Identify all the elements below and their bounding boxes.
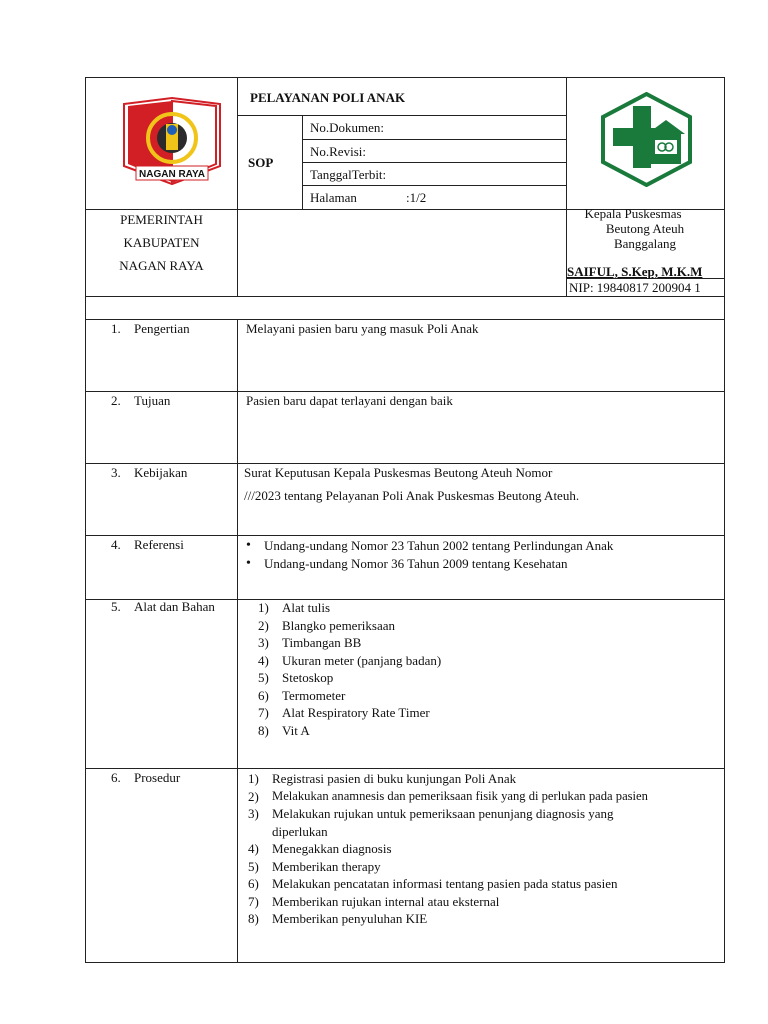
section-number: 6. (111, 770, 121, 785)
list-item: 4) Menegakkan diagnosis (248, 841, 392, 856)
head-title-line-3: Banggalang (613, 236, 677, 251)
list-item: 7) Memberikan rujukan internal atau eksternal (248, 893, 500, 909)
list-item: 2) Blangko pemeriksaan (258, 617, 395, 633)
referensi-list (246, 537, 613, 573)
list-item: diperlukan (272, 823, 328, 839)
puskesmas-logo (599, 92, 694, 187)
section-label: Referensi (134, 537, 184, 552)
section-label: Pengertian (134, 321, 190, 336)
tujuan-text: Pasien baru dapat terlayani dengan baik (246, 393, 453, 408)
gov-line-2: KABUPATEN (123, 235, 200, 250)
logo-text: NAGAN RAYA (139, 169, 205, 180)
list-item: 8) Memberikan penyuluhan KIE (248, 911, 428, 926)
sop-document (85, 77, 725, 963)
list-item: 5) Memberikan therapy (248, 858, 381, 874)
section-label: Kebijakan (134, 465, 188, 480)
field-halaman: Halaman (310, 190, 357, 205)
head-name: SAIFUL, S.Kep, M.K.M (567, 264, 703, 279)
list-item: 1) Registrasi pasien di buku kunjungan Poli Anak (248, 771, 517, 786)
gov-line-3: NAGAN RAYA (119, 258, 204, 273)
section-number: 2. (111, 393, 121, 408)
list-item: • Undang-undang Nomor 23 Tahun 2002 tentang Perlindungan Anak (246, 537, 613, 555)
list-item: 6) Melakukan pencatatan informasi tentang pasien pada status pasien (248, 876, 618, 891)
prosedur-list (248, 770, 724, 928)
section-label: Alat dan Bahan (134, 599, 215, 614)
list-item: 3) Melakukan rujukan untuk pemeriksaan penunjang diagnosis yang (248, 806, 614, 821)
section-number: 3. (111, 465, 121, 480)
section-number: 5. (111, 599, 121, 614)
field-tanggal-terbit: TanggalTerbit: (310, 167, 387, 182)
section-label: Prosedur (134, 770, 181, 785)
field-halaman-value: :1/2 (406, 190, 427, 205)
list-item: 4) Ukuran meter (panjang badan) (258, 652, 442, 668)
list-item: 6) Termometer (258, 687, 346, 703)
head-title-line-2: Beutong Ateuh (605, 221, 685, 236)
alat-list (258, 599, 708, 739)
kebijakan-line-1: Surat Keputusan Kepala Puskesmas Beutong Ateuh Nomor (244, 465, 553, 480)
list-item: 1) Alat tulis (258, 600, 331, 615)
section-label: Tujuan (134, 393, 171, 408)
kebijakan-line-2: ///2023 tentang Pelayanan Poli Anak Puskesmas Beutong Ateuh. (244, 488, 580, 503)
head-title-line-1: Kepala Puskesmas (584, 206, 682, 221)
document-title: PELAYANAN POLI ANAK (250, 90, 406, 105)
list-item: 3) Timbangan BB (258, 635, 362, 650)
head-nip: NIP: 19840817 200904 1 (569, 280, 701, 295)
sop-label: SOP (248, 155, 274, 170)
section-number: 1. (111, 321, 121, 336)
list-item: 5) Stetoskop (258, 670, 334, 685)
list-item: 7) Alat Respiratory Rate Timer (258, 705, 430, 720)
list-item: 8) Vit A (258, 722, 310, 738)
field-no-revisi: No.Revisi: (310, 144, 366, 159)
list-item: 2) Melakukan anamnesis dan pemeriksaan fisik yang di perlukan pada pasien (248, 788, 648, 804)
gov-line-1: PEMERINTAH (120, 212, 203, 227)
nagan-raya-logo (122, 96, 222, 188)
section-number: 4. (111, 537, 121, 552)
list-item: • Undang-undang Nomor 36 Tahun 2009 tentang Kesehatan (246, 555, 613, 573)
field-no-dokumen: No.Dokumen: (310, 120, 385, 135)
pengertian-text: Melayani pasien baru yang masuk Poli Anak (246, 321, 479, 336)
